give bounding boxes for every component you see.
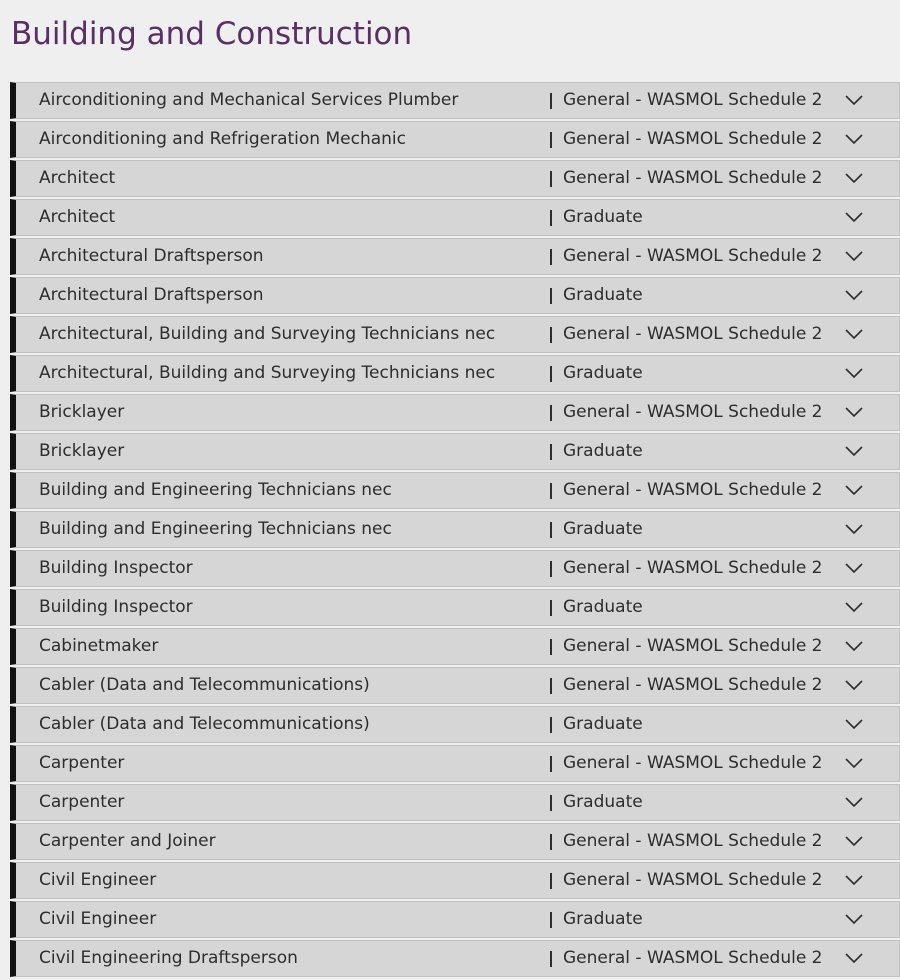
- occupation-category: Graduate: [563, 519, 643, 539]
- chevron-down-icon[interactable]: [845, 952, 863, 964]
- occupation-category: General - WASMOL Schedule 2: [563, 831, 823, 851]
- occupation-category: General - WASMOL Schedule 2: [563, 402, 823, 422]
- occupation-row[interactable]: [10, 394, 900, 431]
- chevron-down-icon[interactable]: [845, 523, 863, 535]
- separator: [550, 639, 552, 655]
- separator: [550, 600, 552, 616]
- chevron-down-icon[interactable]: [845, 172, 863, 184]
- occupation-row[interactable]: [10, 706, 900, 743]
- occupation-row[interactable]: [10, 355, 900, 392]
- occupation-row[interactable]: [10, 940, 900, 977]
- occupation-category: General - WASMOL Schedule 2: [563, 168, 823, 188]
- separator: [550, 873, 552, 889]
- chevron-down-icon[interactable]: [845, 874, 863, 886]
- occupation-name: Architectural, Building and Surveying Technicians nec: [39, 363, 496, 383]
- chevron-down-icon[interactable]: [845, 445, 863, 457]
- occupation-category: General - WASMOL Schedule 2: [563, 246, 823, 266]
- occupation-category: Graduate: [563, 207, 643, 227]
- occupation-category: General - WASMOL Schedule 2: [563, 948, 823, 968]
- occupation-row[interactable]: [10, 823, 900, 860]
- separator: [550, 756, 552, 772]
- occupation-category: Graduate: [563, 792, 643, 812]
- occupation-category: General - WASMOL Schedule 2: [563, 324, 823, 344]
- occupation-name: Architectural, Building and Surveying Technicians nec: [39, 324, 496, 344]
- occupation-row[interactable]: [10, 199, 900, 236]
- chevron-down-icon[interactable]: [845, 757, 863, 769]
- chevron-down-icon[interactable]: [845, 718, 863, 730]
- occupation-name: Civil Engineering Draftsperson: [39, 948, 298, 968]
- separator: [550, 405, 552, 421]
- chevron-down-icon[interactable]: [845, 484, 863, 496]
- occupation-category: Graduate: [563, 909, 643, 929]
- occupation-row[interactable]: [10, 511, 900, 548]
- chevron-down-icon[interactable]: [845, 367, 863, 379]
- occupation-row[interactable]: [10, 238, 900, 275]
- occupation-name: Civil Engineer: [39, 909, 157, 929]
- occupation-name: Civil Engineer: [39, 870, 157, 890]
- separator: [550, 561, 552, 577]
- occupation-name: Cabler (Data and Telecommunications): [39, 714, 370, 734]
- occupation-category: General - WASMOL Schedule 2: [563, 753, 823, 773]
- occupation-name: Building Inspector: [39, 558, 193, 578]
- separator: [550, 132, 552, 148]
- occupation-row[interactable]: [10, 628, 900, 665]
- separator: [550, 795, 552, 811]
- occupation-name: Airconditioning and Refrigeration Mechanic: [39, 129, 406, 149]
- occupation-name: Cabinetmaker: [39, 636, 159, 656]
- chevron-down-icon[interactable]: [845, 328, 863, 340]
- occupation-accordion: [10, 82, 900, 979]
- chevron-down-icon[interactable]: [845, 406, 863, 418]
- chevron-down-icon[interactable]: [845, 289, 863, 301]
- occupation-name: Building and Engineering Technicians nec: [39, 519, 392, 539]
- occupation-category: Graduate: [563, 597, 643, 617]
- chevron-down-icon[interactable]: [845, 913, 863, 925]
- chevron-down-icon[interactable]: [845, 211, 863, 223]
- chevron-down-icon[interactable]: [845, 562, 863, 574]
- separator: [550, 483, 552, 499]
- occupation-row[interactable]: [10, 589, 900, 626]
- occupation-category: General - WASMOL Schedule 2: [563, 480, 823, 500]
- occupation-row[interactable]: [10, 160, 900, 197]
- occupation-name: Building and Engineering Technicians nec: [39, 480, 392, 500]
- occupation-category: Graduate: [563, 714, 643, 734]
- occupation-name: Carpenter: [39, 753, 125, 773]
- occupation-category: General - WASMOL Schedule 2: [563, 870, 823, 890]
- separator: [550, 249, 552, 265]
- occupation-name: Architect: [39, 168, 116, 188]
- separator: [550, 288, 552, 304]
- chevron-down-icon[interactable]: [845, 796, 863, 808]
- separator: [550, 444, 552, 460]
- separator: [550, 171, 552, 187]
- occupation-category: General - WASMOL Schedule 2: [563, 636, 823, 656]
- occupation-row[interactable]: [10, 745, 900, 782]
- occupation-row[interactable]: [10, 433, 900, 470]
- occupation-row[interactable]: [10, 901, 900, 938]
- chevron-down-icon[interactable]: [845, 250, 863, 262]
- separator: [550, 93, 552, 109]
- occupation-category: General - WASMOL Schedule 2: [563, 558, 823, 578]
- occupation-category: Graduate: [563, 363, 643, 383]
- occupation-row[interactable]: [10, 784, 900, 821]
- occupation-row[interactable]: [10, 667, 900, 704]
- occupation-category: Graduate: [563, 441, 643, 461]
- occupation-name: Carpenter: [39, 792, 125, 812]
- separator: [550, 834, 552, 850]
- separator: [550, 678, 552, 694]
- occupation-row[interactable]: [10, 550, 900, 587]
- occupation-category: General - WASMOL Schedule 2: [563, 129, 823, 149]
- occupation-row[interactable]: [10, 316, 900, 353]
- occupation-name: Cabler (Data and Telecommunications): [39, 675, 370, 695]
- chevron-down-icon[interactable]: [845, 835, 863, 847]
- separator: [550, 522, 552, 538]
- separator: [550, 717, 552, 733]
- occupation-row[interactable]: [10, 277, 900, 314]
- occupation-name: Building Inspector: [39, 597, 193, 617]
- chevron-down-icon[interactable]: [845, 679, 863, 691]
- separator: [550, 210, 552, 226]
- occupation-name: Architectural Draftsperson: [39, 246, 264, 266]
- occupation-category: General - WASMOL Schedule 2: [563, 90, 823, 110]
- separator: [550, 951, 552, 967]
- occupation-name: Bricklayer: [39, 402, 125, 422]
- page-title: Building and Construction: [11, 16, 413, 52]
- chevron-down-icon[interactable]: [845, 133, 863, 145]
- separator: [550, 366, 552, 382]
- occupation-name: Airconditioning and Mechanical Services Plumber: [39, 90, 459, 110]
- chevron-down-icon[interactable]: [845, 94, 863, 106]
- occupation-name: Architectural Draftsperson: [39, 285, 264, 305]
- occupation-name: Carpenter and Joiner: [39, 831, 216, 851]
- chevron-down-icon[interactable]: [845, 601, 863, 613]
- separator: [550, 327, 552, 343]
- chevron-down-icon[interactable]: [845, 640, 863, 652]
- occupation-name: Architect: [39, 207, 116, 227]
- occupation-category: Graduate: [563, 285, 643, 305]
- occupation-row[interactable]: [10, 82, 900, 119]
- occupation-category: General - WASMOL Schedule 2: [563, 675, 823, 695]
- occupation-name: Bricklayer: [39, 441, 125, 461]
- occupation-row[interactable]: [10, 862, 900, 899]
- separator: [550, 912, 552, 928]
- occupation-row[interactable]: [10, 121, 900, 158]
- occupation-row[interactable]: [10, 472, 900, 509]
